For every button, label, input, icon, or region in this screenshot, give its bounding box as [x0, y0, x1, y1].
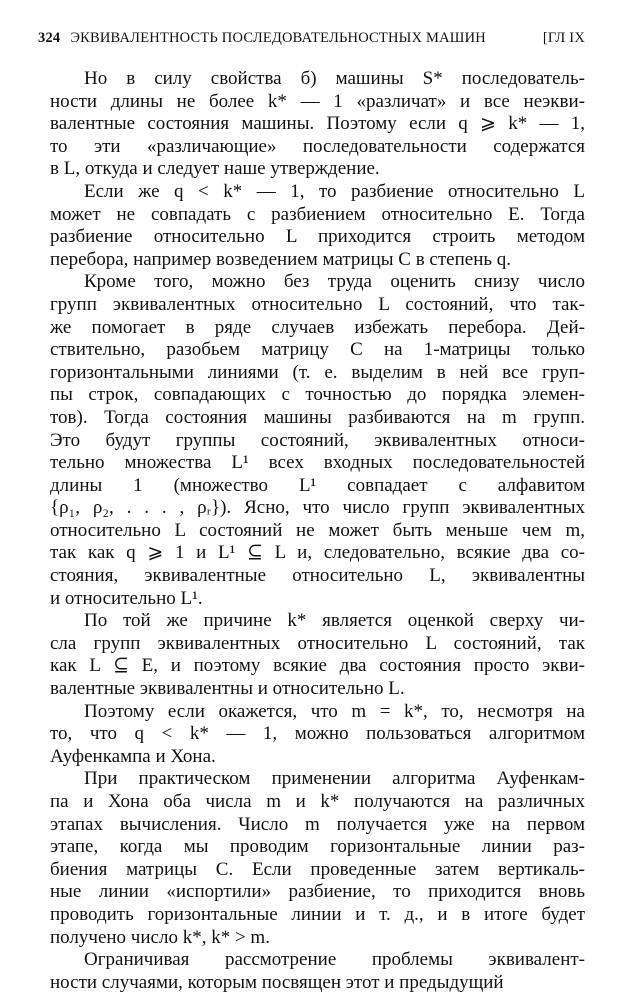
paragraph	[50, 68, 585, 181]
text-line: Ауфенкампа и Хона.	[50, 745, 216, 767]
text-line: Кроме того, можно без труда оценить снизу число	[84, 271, 585, 293]
text-line: ные линии «испортили» разбиение, то приходится вновь	[50, 881, 585, 903]
running-header	[38, 30, 585, 47]
paragraph	[50, 610, 585, 700]
text-line: Поэтому если окажется, что m = k*, то, несмотря на	[84, 700, 585, 722]
text-line: биения матрицы C. Если проведенные затем вертикаль-	[50, 858, 585, 880]
text-line: относительно L состояний не может быть меньше чем m,	[50, 519, 585, 541]
text-line: длины 1 (множество L¹ совпадает с алфавитом	[50, 474, 585, 496]
text-line: валентные эквивалентны и относительно L.	[50, 678, 405, 700]
text-line: Если же q < k* — 1, то разбиение относительно L	[84, 180, 585, 202]
text-line: в L, откуда и следует наше утверждение.	[50, 158, 380, 180]
paragraph	[50, 768, 585, 949]
text-line: горизонтальными линиями (т. е. выделим в ней все груп-	[50, 361, 585, 383]
text-line: пы строк, совпадающих с точностью до порядка элемен-	[50, 384, 585, 406]
paragraph	[50, 949, 585, 994]
text-line: как L ⊆ E, и поэтому всякие два состояния просто экви-	[50, 655, 585, 677]
text-line: то эти «различающие» последовательности содержатся	[50, 135, 585, 157]
text-line: тельно множества L¹ всех входных последовательностей	[50, 452, 585, 474]
text-line: групп эквивалентных относительно L состояний, что так-	[50, 293, 585, 315]
text-line: ности случаями, которым посвящен этот и предыдущий	[50, 971, 504, 993]
text-line: По той же причине k* является оценкой сверху чи-	[84, 610, 585, 632]
text-line: может не совпадать с разбиением относительно E. Тогда	[50, 203, 585, 225]
text-line: так как q ⩾ 1 и L¹ ⊆ L и, следовательно, всякие два со-	[50, 542, 585, 564]
text-line: перебора, например возведением матрицы C в степень q.	[50, 248, 512, 270]
text-line: валентные состояния машины. Поэтому если q ⩾ k* — 1,	[50, 113, 585, 135]
text-line: Но в силу свойства б) машины S* последователь-	[84, 68, 585, 89]
running-title: ЭКВИВАЛЕНТНОСТЬ ПОСЛЕДОВАТЕЛЬНОСТНЫХ МАШИН	[70, 30, 486, 46]
page-number: 324	[38, 30, 61, 46]
text-line: {ρ₁, ρ₂, . . . , ρᵣ}). Ясно, что число групп эквивалентных	[50, 497, 585, 519]
text-line: Это будут группы состояний, эквивалентных относи-	[50, 429, 585, 451]
paragraph	[50, 701, 585, 769]
paragraph	[50, 181, 585, 271]
text-line: проводить горизонтальные линии и т. д., и в итоге будет	[50, 903, 585, 925]
text-line: стояния, эквивалентные относительно L, эквивалентны	[50, 565, 585, 587]
text-line: этапах вычисления. Число m получается уже на первом	[50, 813, 585, 835]
text-line: сла групп эквивалентных относительно L состояний, так	[50, 632, 585, 654]
text-line: тов). Тогда состояния машины разбиваются на m групп.	[50, 406, 585, 428]
text-line: же помогает в ряде случаев избежать перебора. Дей-	[50, 316, 585, 338]
text-line: и относительно L¹.	[50, 587, 203, 609]
text-line: ствительно, разобьем матрицу C на 1-матрицы только	[50, 339, 585, 361]
text-line: ности длины не более k* — 1 «различат» и все неэкви-	[50, 90, 585, 112]
text-line: этапе, когда мы проводим горизонтальные линии раз-	[50, 836, 585, 858]
text-line: то, что q < k* — 1, можно пользоваться алгоритмом	[50, 723, 585, 745]
paragraph	[50, 271, 585, 610]
text-line: па и Хона оба числа m и k* получаются на различных	[50, 791, 585, 812]
chapter-label: [ГЛ IX	[542, 30, 585, 46]
body-text	[50, 68, 585, 994]
text-line: разбиение относительно L приходится строить методом	[50, 226, 585, 248]
text-line: Ограничивая рассмотрение проблемы эквивалент-	[84, 949, 585, 971]
text-line: При практическом применении алгоритма Ауфенкам-	[84, 768, 585, 790]
text-line: получено число k*, k* > m.	[50, 926, 270, 948]
